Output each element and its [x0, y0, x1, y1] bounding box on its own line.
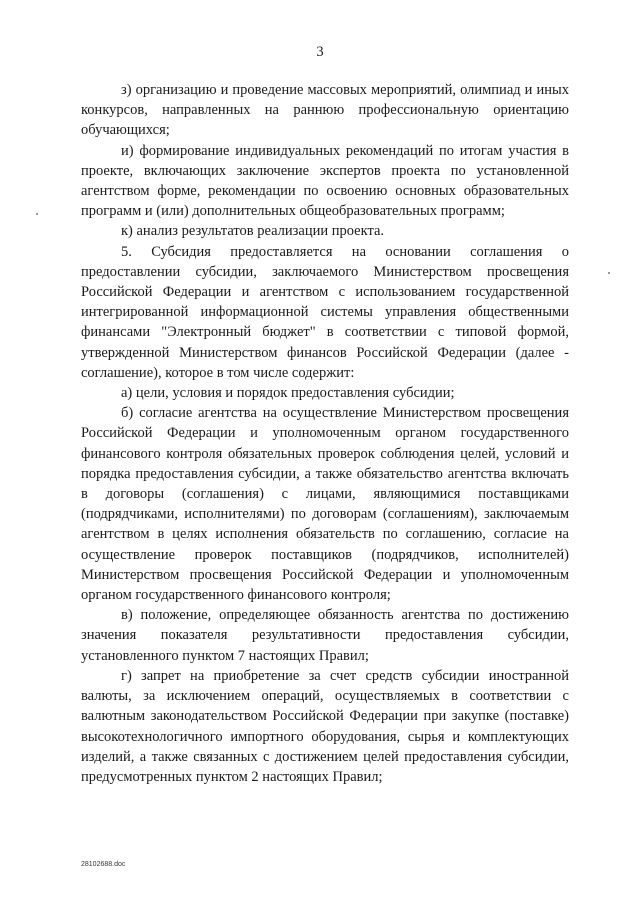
- paragraph-a: а) цели, условия и порядок предоставления субсидии;: [121, 385, 455, 402]
- paragraph-i: и) формирование индивидуальных рекомендаций по итогам участия в проекте, включающих заключение экспертов проекта по установленной агентством форме, рекомендации по освоению основных образовательных программ и (или) дополнительных общеобразовательных программ;: [81, 142, 569, 220]
- document-body: [81, 80, 569, 787]
- paragraph-k: к) анализ результатов реализации проекта.: [121, 223, 385, 240]
- scan-speck: [608, 272, 610, 274]
- paragraph-v: в) положение, определяющее обязанность агентства по достижению значения показателя результативности предоставления субсидии, установленного пунктом 7 настоящих Правил;: [81, 607, 569, 664]
- scan-speck: [36, 213, 38, 215]
- paragraph-g: г) запрет на приобретение за счет средств субсидии иностранной валюты, за исключением операций, осуществляемых в соответствии с валютным законодательством Российской Федерации при закупке (поставке) высокотехнологичного импортного оборудования, сырья и комплектующих изделий, а также связанных с достижением целей предоставления субсидии, предусмотренных пунктом 2 настоящих Правил;: [81, 667, 569, 785]
- paragraph-b: б) согласие агентства на осуществление Министерством просвещения Российской Федерации и уполномоченным органом государственного финансового контроля обязательных проверок соблюдения целей, условий и порядка предоставления субсидии, а также обязательство агентства включать в договоры (соглашения) с лицами, являющимися поставщиками (подрядчиками, исполнителями) по договорам (соглашениям), заключаемым агентством в целях исполнения обязательств по соглашению, согласие на осуществление проверок поставщиков (подрядчиков, исполнителей) Министерством просвещения Российской Федерации и уполномоченным органом государственного финансового контроля;: [81, 405, 569, 604]
- paragraph-z: з) организацию и проведение массовых мероприятий, олимпиад и иных конкурсов, направленных на раннюю профессиональную ориентацию обучающихся;: [81, 82, 569, 139]
- document-file-name: 28102688.doc: [81, 861, 126, 868]
- page-number: 3: [316, 44, 324, 60]
- paragraph-5: 5. Субсидия предоставляется на основании соглашения о предоставлении субсидии, заключаемого Министерством просвещения Российской Федерации и агентством с использованием государственной интегрированной информационной системы управления общественными финансами "Электронный бюджет" в соответствии с типовой формой, утвержденной Министерством финансов Российской Федерации (далее - соглашение), которое в том числе содержит:: [81, 243, 569, 381]
